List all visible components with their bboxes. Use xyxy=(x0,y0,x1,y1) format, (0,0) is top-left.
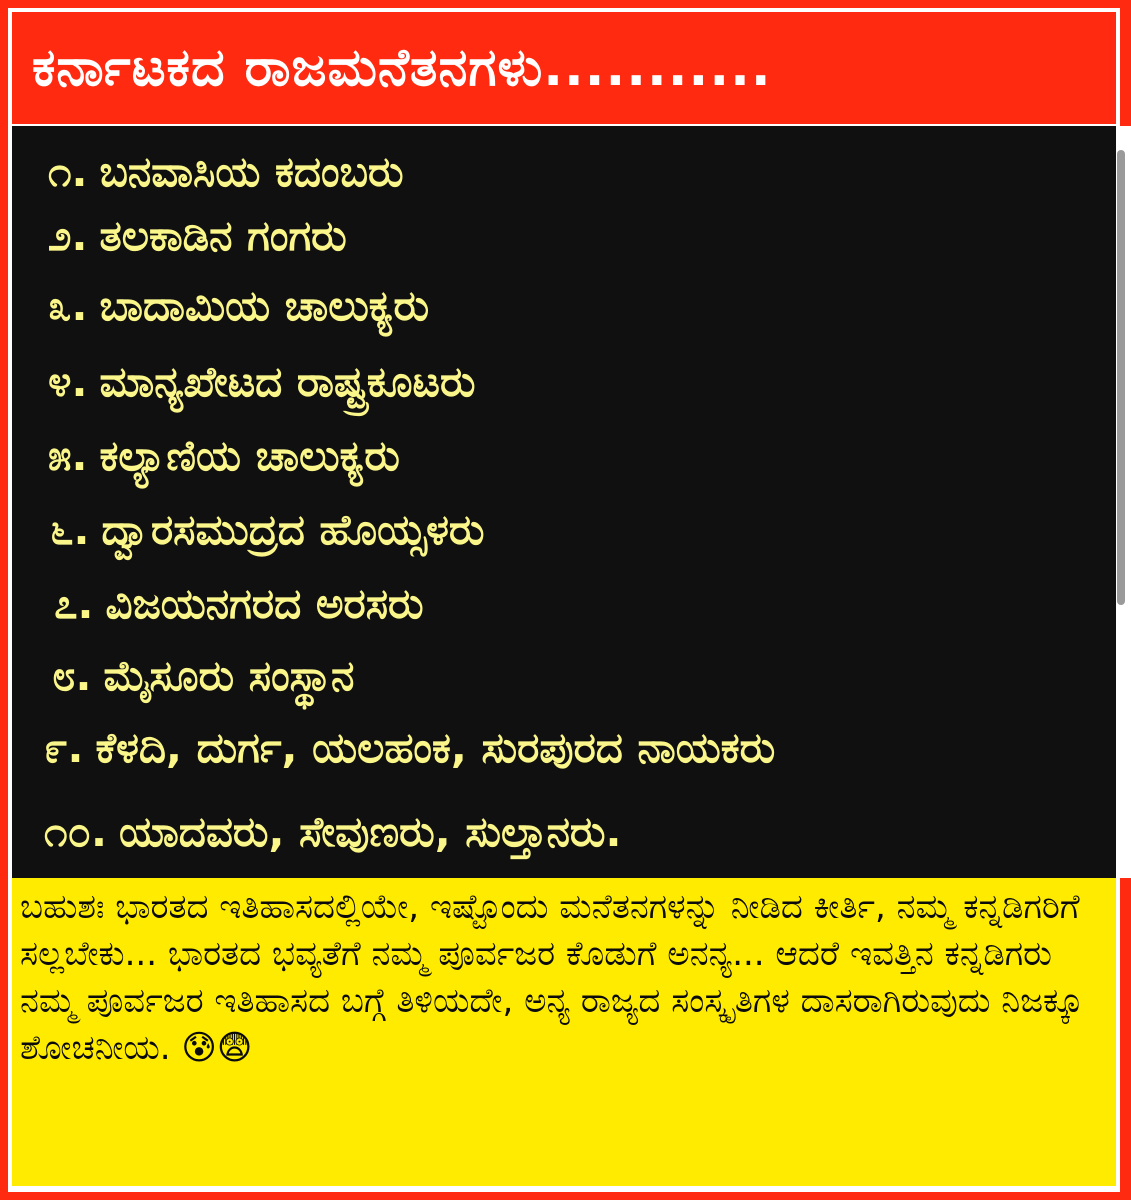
dynasty-item-8 xyxy=(52,646,354,706)
item-number: ೭. xyxy=(54,579,94,628)
title-banner xyxy=(12,12,1116,124)
note-panel xyxy=(12,878,1116,1186)
dynasty-item-3 xyxy=(48,276,429,336)
item-text: ಕಲ್ಯಾಣಿಯ ಚಾಲುಕ್ಯರು xyxy=(99,431,400,480)
item-text: ವಿಜಯನಗರದ ಅರಸರು xyxy=(105,579,424,628)
item-text: ತಲಕಾಡಿನ ಗಂಗರು xyxy=(99,211,347,260)
item-number: ೫. xyxy=(48,431,88,480)
item-number: ೧೦. xyxy=(44,807,107,856)
item-text: ಮಾನ್ಯಖೇಟದ ರಾಷ್ಟ್ರಕೂಟರು xyxy=(99,357,476,406)
item-number: ೨. xyxy=(48,211,88,260)
item-number: ೩. xyxy=(48,281,88,330)
dynasty-item-2 xyxy=(48,206,347,266)
item-text: ದ್ವಾರಸಮುದ್ರದ ಹೊಯ್ಸಳರು xyxy=(101,505,485,554)
item-text: ಬಾದಾಮಿಯ ಚಾಲುಕ್ಯರು xyxy=(99,281,430,330)
dynasty-item-9 xyxy=(44,718,775,778)
dynasty-item-7 xyxy=(54,574,424,634)
item-number: ೧. xyxy=(48,147,88,196)
item-number: ೮. xyxy=(52,651,92,700)
item-number: ೪. xyxy=(48,357,88,406)
dynasty-item-6 xyxy=(50,500,485,560)
dynasty-item-1 xyxy=(48,142,404,202)
page-title: ಕರ್ನಾಟಕದ ರಾಜಮನೆತನಗಳು........... xyxy=(32,37,772,98)
item-number: ೬. xyxy=(50,505,90,554)
item-text: ಮೈಸೂರು ಸಂಸ್ಥಾನ xyxy=(103,651,355,700)
item-text: ಕೆಳದಿ, ದುರ್ಗ, ಯಲಹಂಕ, ಸುರಪುರದ ನಾಯಕರು xyxy=(95,723,776,772)
item-text: ಯಾದವರು, ಸೇವುಣರು, ಸುಲ್ತಾನರು. xyxy=(119,807,622,856)
dynasty-item-5 xyxy=(48,426,400,486)
item-text: ಬನವಾಸಿಯ ಕದಂಬರು xyxy=(99,147,404,196)
dynasty-item-4 xyxy=(48,352,476,412)
dynasty-item-10 xyxy=(44,802,621,862)
scrollbar-thumb[interactable] xyxy=(1117,150,1125,605)
item-number: ೯. xyxy=(44,723,84,772)
note-text: ಬಹುಶಃ ಭಾರತದ ಇತಿಹಾಸದಲ್ಲಿಯೇ, ಇಷ್ಟೊಂದು ಮನೆತನಗಳನ್ನು ನೀಡಿದ ಕೀರ್ತಿ, ನಮ್ಮ ಕನ್ನಡಿಗರಿಗೆ ಸಲ್ಲಬೇಕು... ಭಾರತದ ಭವ್ಯತೆಗೆ ನಮ್ಮ ಪೂರ್ವಜರ ಕೊಡುಗೆ ಅನನ್ಯ... ಆದರೆ ಇವತ್ತಿನ ಕನ್ನಡಿಗರು ನಮ್ಮ ಪೂರ್ವಜರ ಇತಿಹಾಸದ ಬಗ್ಗೆ ತಿಳಿಯದೇ, ಅನ್ಯ ರಾಜ್ಯದ ಸಂಸ್ಕೃತಿಗಳ ದಾಸರಾಗಿರುವುದು ನಿಜಕ್ಕೂ ಶೋಚನೀಯ. 😰😨 xyxy=(20,887,1084,1068)
